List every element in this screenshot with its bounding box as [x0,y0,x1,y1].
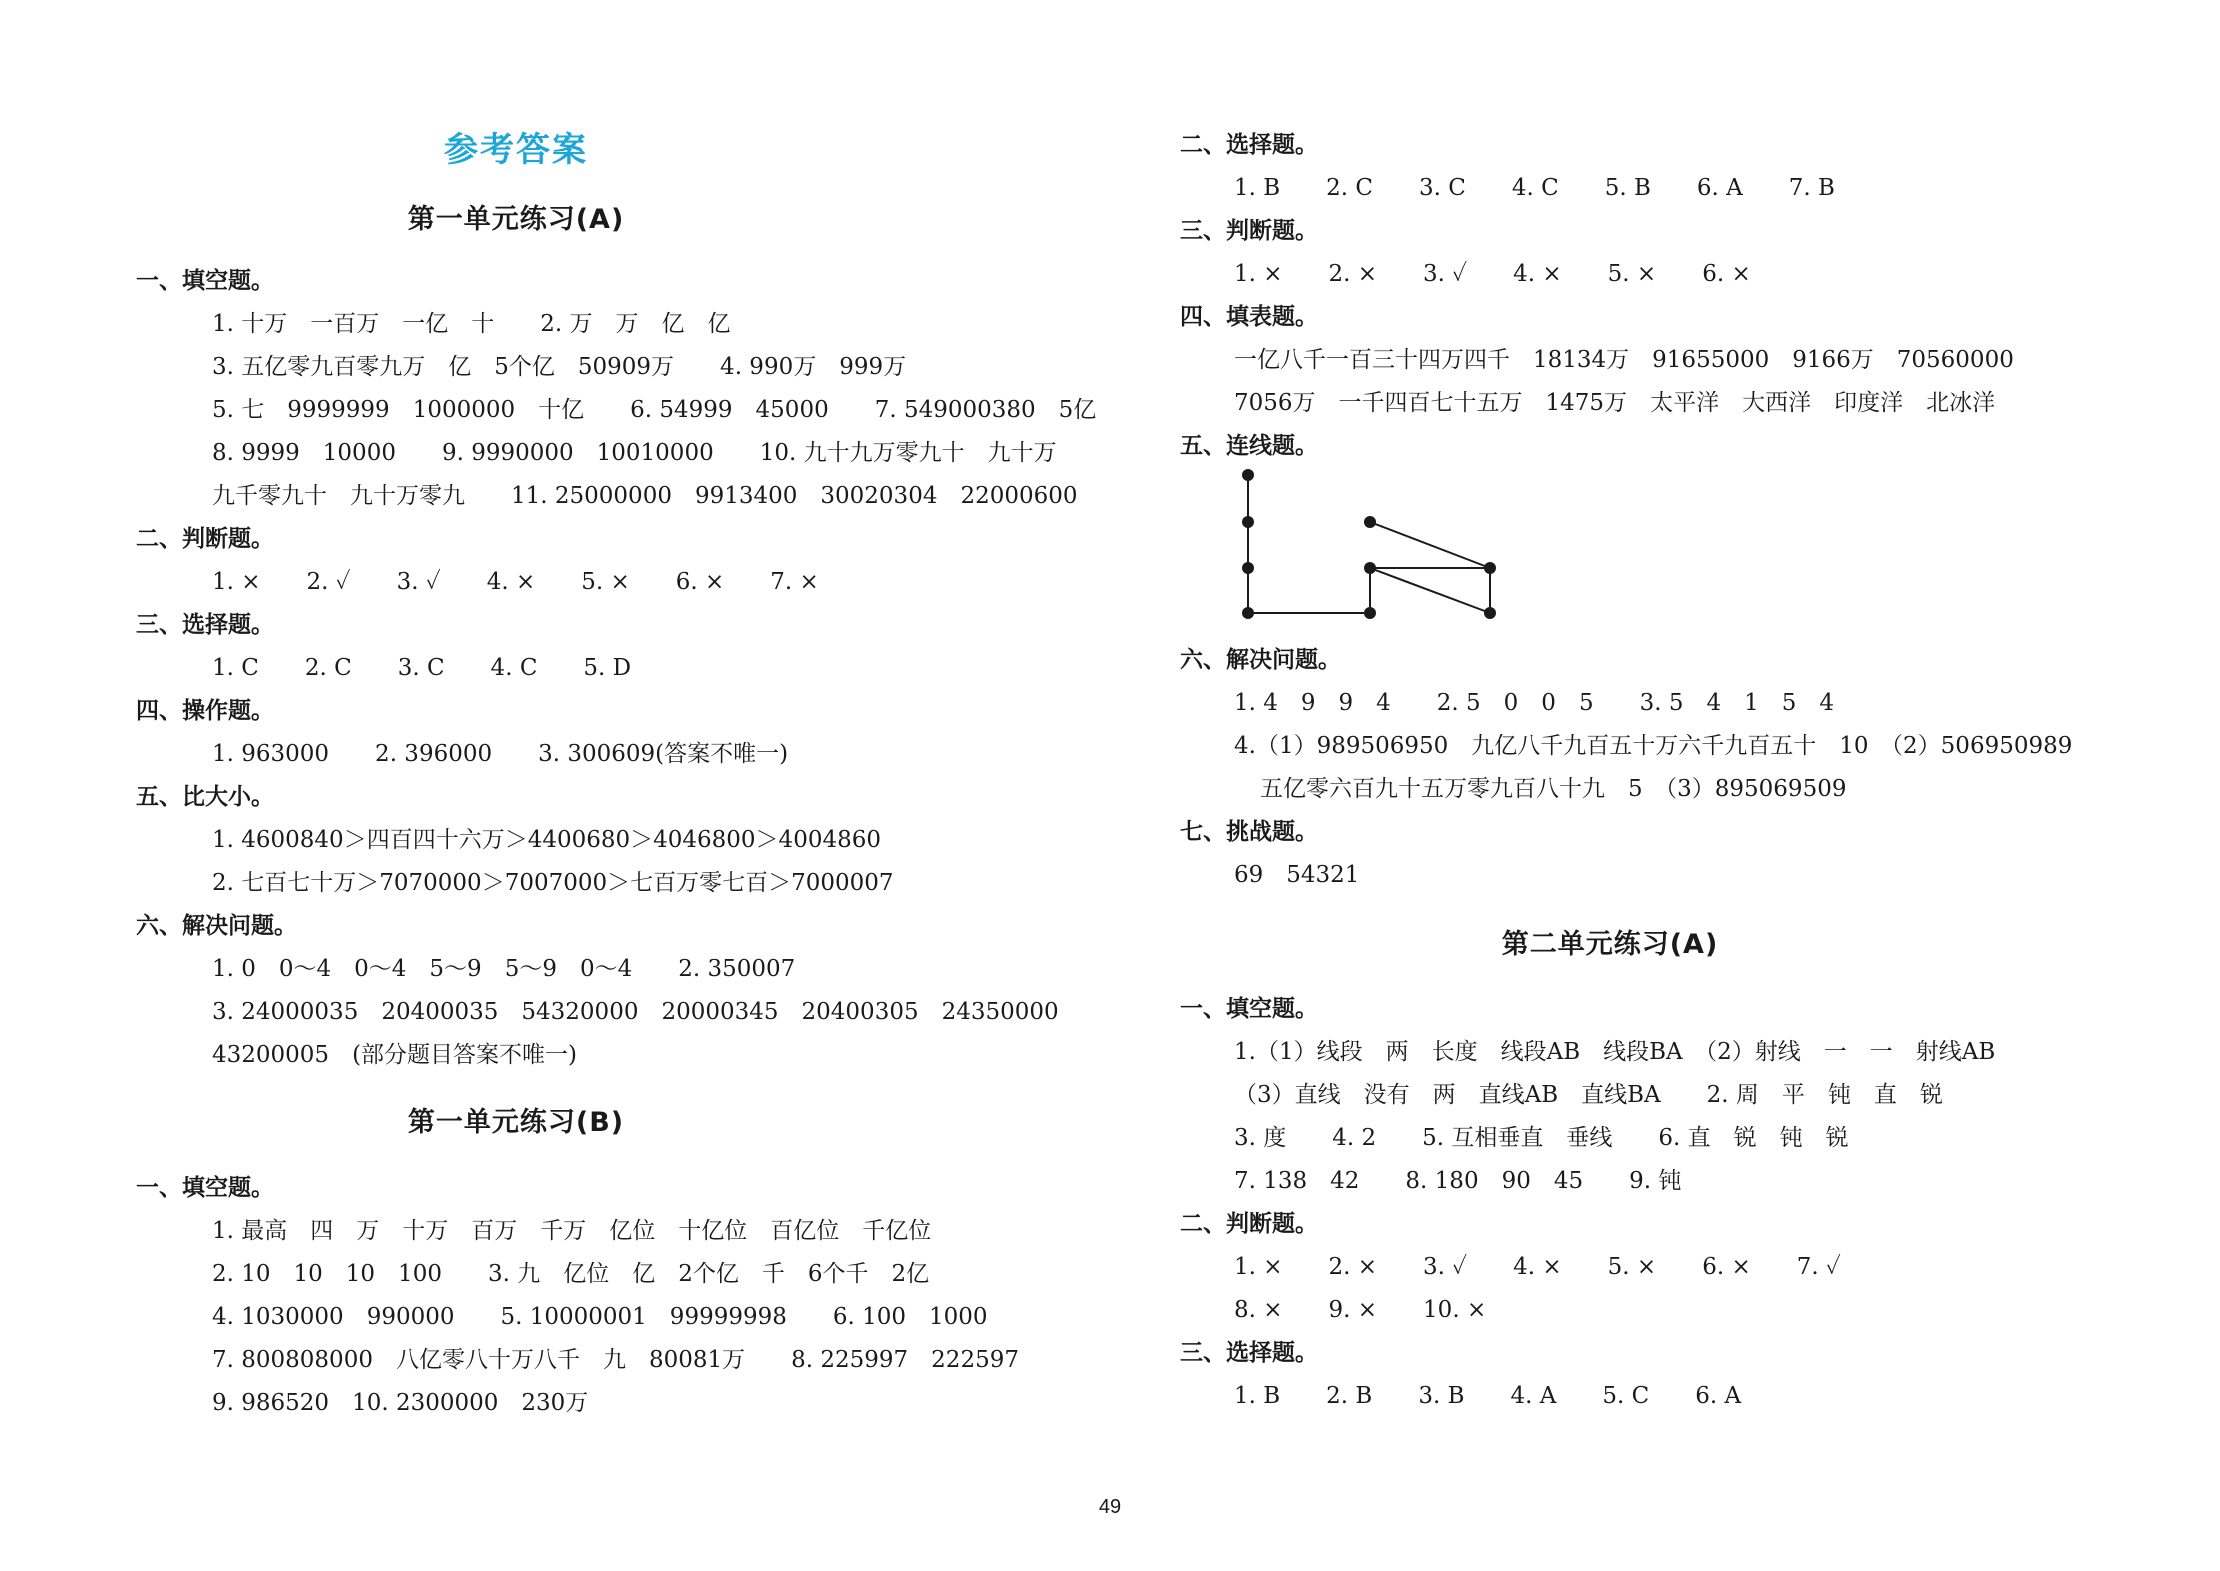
answer-line: 7056万 一千四百七十五万 1475万 太平洋 大西洋 印度洋 北冰洋 [1234,390,1996,416]
section-heading: 五、连线题。 [1180,433,1318,459]
section-heading: 五、比大小。 [136,784,274,810]
section-heading: 三、选择题。 [1180,1340,1318,1366]
answer-line: 7. 800808000 八亿零八十万八千 九 80081万 8. 225997 222597 [212,1347,1019,1373]
answer-line: 1. 4600840＞四百四十六万＞4400680＞4046800＞4004860 [212,827,881,853]
answer-line: 3. 24000035 20400035 54320000 20000345 20400305 24350000 [212,999,1059,1025]
answer-line: 九千零九十 九十万零九 11. 25000000 9913400 30020304 22000600 [212,483,1078,509]
dot [1242,607,1254,619]
answer-line: 2. 10 10 10 100 3. 九 亿位 亿 2个亿 千 6个千 2亿 [212,1261,930,1287]
answer-line: 1. C 2. C 3. C 4. C 5. D [212,655,632,681]
answer-line: 69 54321 [1234,862,1360,888]
answer-line: 1. 十万 一百万 一亿 十 2. 万 万 亿 亿 [212,311,731,337]
dot [1364,562,1376,574]
answer-line: 43200005 (部分题目答案不唯一) [212,1042,578,1068]
section-heading: 四、操作题。 [136,698,274,724]
dot [1242,516,1254,528]
answer-line: 1. × 2. × 3. ✓ 4. × 5. × 6. × [1234,261,1751,287]
dot [1242,562,1254,574]
section-heading: 二、选择题。 [1180,132,1318,158]
answer-line: 8. × 9. × 10. × [1234,1297,1487,1323]
unit1a-title: 第一单元练习(A) [407,204,625,235]
section-heading: 一、填空题。 [136,1175,274,1201]
section-heading: 一、填空题。 [1180,996,1318,1022]
page-title: 参考答案 [444,130,588,170]
dot [1484,562,1496,574]
answer-line: 1. 963000 2. 396000 3. 300609(答案不唯一) [212,741,789,767]
section-heading: 三、判断题。 [1180,218,1318,244]
answer-line: 4. 1030000 990000 5. 10000001 99999998 6. 100 1000 [212,1304,988,1330]
section-heading: 四、填表题。 [1180,304,1318,330]
dot [1364,516,1376,528]
dot [1484,607,1496,619]
answer-line: 1. 0 0～4 0～4 5～9 5～9 0～4 2. 350007 [212,956,796,982]
section-heading: 六、解决问题。 [136,913,297,939]
answer-line: 8. 9999 10000 9. 9990000 10010000 10. 九十九万零九十 九十万 [212,440,1057,466]
dot [1242,469,1254,481]
answer-line: 1. × 2. × 3. ✓ 4. × 5. × 6. × 7. ✓ [1234,1254,1841,1280]
unit1b-title: 第一单元练习(B) [407,1107,625,1138]
answer-line: 1. × 2. ✓ 3. ✓ 4. × 5. × 6. × 7. × [212,569,819,595]
answer-line: 一亿八千一百三十四万四千 18134万 91655000 9166万 70560000 [1234,347,2014,373]
answer-line: 4.（1）989506950 九亿八千九百五十万六千九百五十 10 （2）506950989 [1234,733,2073,759]
section-heading: 二、判断题。 [136,526,274,552]
answer-line: 3. 度 4. 2 5. 互相垂直 垂线 6. 直 锐 钝 锐 [1234,1125,1849,1151]
connect-lines-diagram [1220,465,1520,625]
answer-line: 2. 七百七十万＞7070000＞7007000＞七百万零七百＞7000007 [212,870,894,896]
answer-line: 1. B 2. C 3. C 4. C 5. B 6. A 7. B [1234,175,1835,201]
section-heading: 六、解决问题。 [1180,647,1341,673]
answer-line: 1. 4 9 9 4 2. 5 0 0 5 3. 5 4 1 5 4 [1234,690,1834,716]
answer-line: 五亿零六百九十五万零九百八十九 5 （3）895069509 [1260,776,1847,802]
answer-line: 5. 七 9999999 1000000 十亿 6. 54999 45000 7. 549000380 5亿 [212,397,1097,423]
answer-line: 9. 986520 10. 2300000 230万 [212,1390,589,1416]
section-heading: 三、选择题。 [136,612,274,638]
answer-line: 1. 最高 四 万 十万 百万 千万 亿位 十亿位 百亿位 千亿位 [212,1218,932,1244]
page-number: 49 [1098,1496,1122,1518]
answer-line: 1. B 2. B 3. B 4. A 5. C 6. A [1234,1383,1742,1409]
section-heading: 一、填空题。 [136,268,274,294]
section-heading: 七、挑战题。 [1180,819,1318,845]
dot [1364,607,1376,619]
answer-line: 7. 138 42 8. 180 90 45 9. 钝 [1234,1168,1682,1194]
answer-line: 1.（1）线段 两 长度 线段AB 线段BA （2）射线 一 一 射线AB [1234,1039,1996,1065]
answer-line: （3）直线 没有 两 直线AB 直线BA 2. 周 平 钝 直 锐 [1234,1082,1943,1108]
unit2a-title: 第二单元练习(A) [1501,929,1719,960]
section-heading: 二、判断题。 [1180,1211,1318,1237]
answer-line: 3. 五亿零九百零九万 亿 5个亿 50909万 4. 990万 999万 [212,354,907,380]
